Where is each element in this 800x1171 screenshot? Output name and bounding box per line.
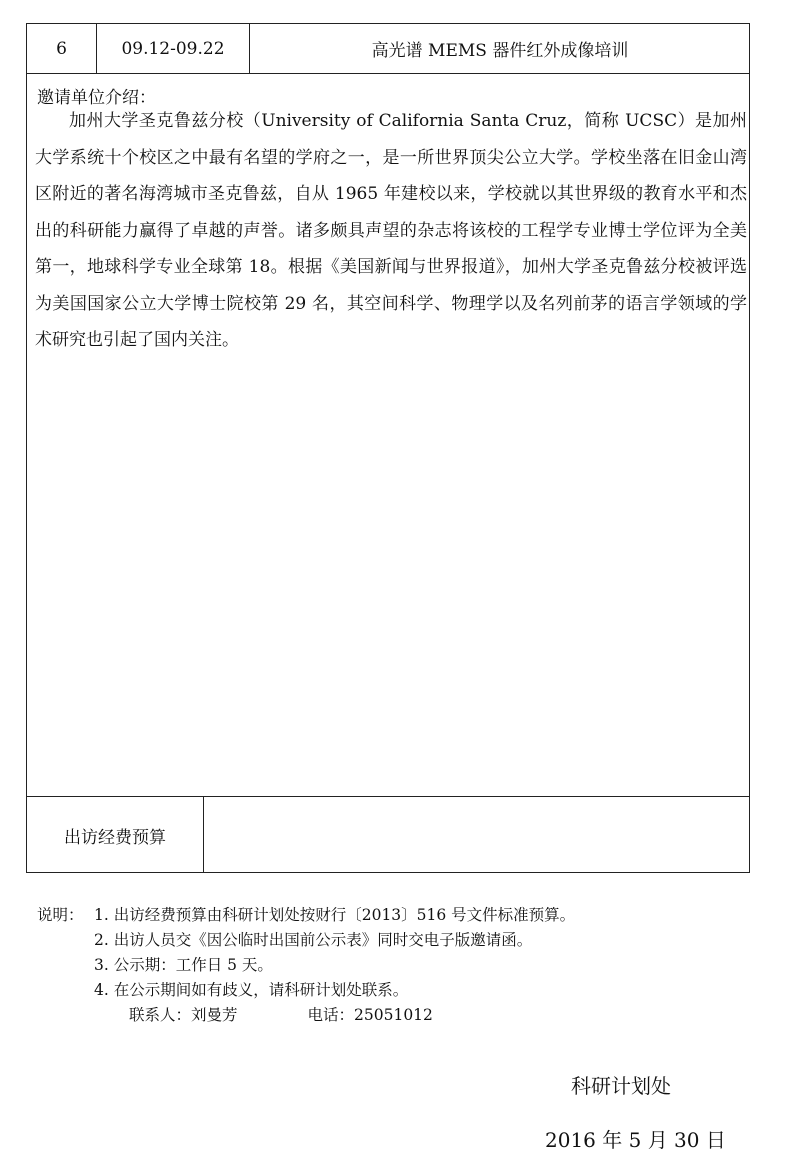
note-item: 2. 出访人员交《因公临时出国前公示表》同时交电子版邀请函。 — [94, 931, 533, 949]
contact-person: 联系人：刘曼芳 — [129, 1006, 238, 1024]
contact-line — [37, 1003, 575, 1028]
signer: 科研计划处 — [571, 1074, 671, 1098]
notes-section — [37, 903, 575, 1028]
budget-row — [27, 796, 749, 873]
row-topic: 高光谱 MEMS 器件红外成像培训 — [371, 41, 629, 61]
budget-label: 出访经费预算 — [27, 797, 204, 873]
note-item: 3. 公示期：工作日 5 天。 — [94, 956, 273, 974]
intro-heading: 邀请单位介绍： — [37, 88, 156, 108]
note-item: 4. 在公示期间如有歧义，请科研计划处联系。 — [94, 981, 409, 999]
contact-phone: 电话：25051012 — [307, 1006, 433, 1024]
intro-section — [27, 73, 749, 796]
intro-text — [35, 103, 747, 359]
signature-date: 2016 年 5 月 30 日 — [545, 1128, 726, 1152]
application-table — [26, 23, 750, 873]
note-line — [37, 978, 575, 1003]
note-item: 1. 出访经费预算由科研计划处按财行〔2013〕516 号文件标准预算。 — [94, 906, 576, 924]
budget-value — [203, 797, 751, 873]
row-number: 6 — [27, 24, 97, 73]
notes-prefix: 说明： — [37, 906, 84, 924]
intro-paragraph: 加州大学圣克鲁兹分校（University of California Santa Cruz，简称 UCSC）是加州大学系统十个校区之中最有名望的学府之一，是一所世界顶尖公立大学。学校坐落在旧金山湾区附近的著名海湾城市圣克鲁兹，自从 1965 年建校以来，学校就以其世界级的教育水平和杰出的科研能力赢得了卓越的声誉。诸多颇具声望的杂志将该校的工程学专业博士学位评为全美第一，地球科学专业全球第 18。根据《美国新闻与世界报道》，加州大学圣克鲁兹分校被评选为美国国家公立大学博士院校第 29 名，其空间科学、物理学以及名列前茅的语言学领域的学术研究也引起了国内关注。 — [35, 111, 747, 350]
note-line — [37, 953, 575, 978]
note-line — [37, 928, 575, 953]
note-line — [37, 903, 575, 928]
table-row — [27, 24, 749, 74]
row-date-range: 09.12-09.22 — [97, 24, 250, 73]
